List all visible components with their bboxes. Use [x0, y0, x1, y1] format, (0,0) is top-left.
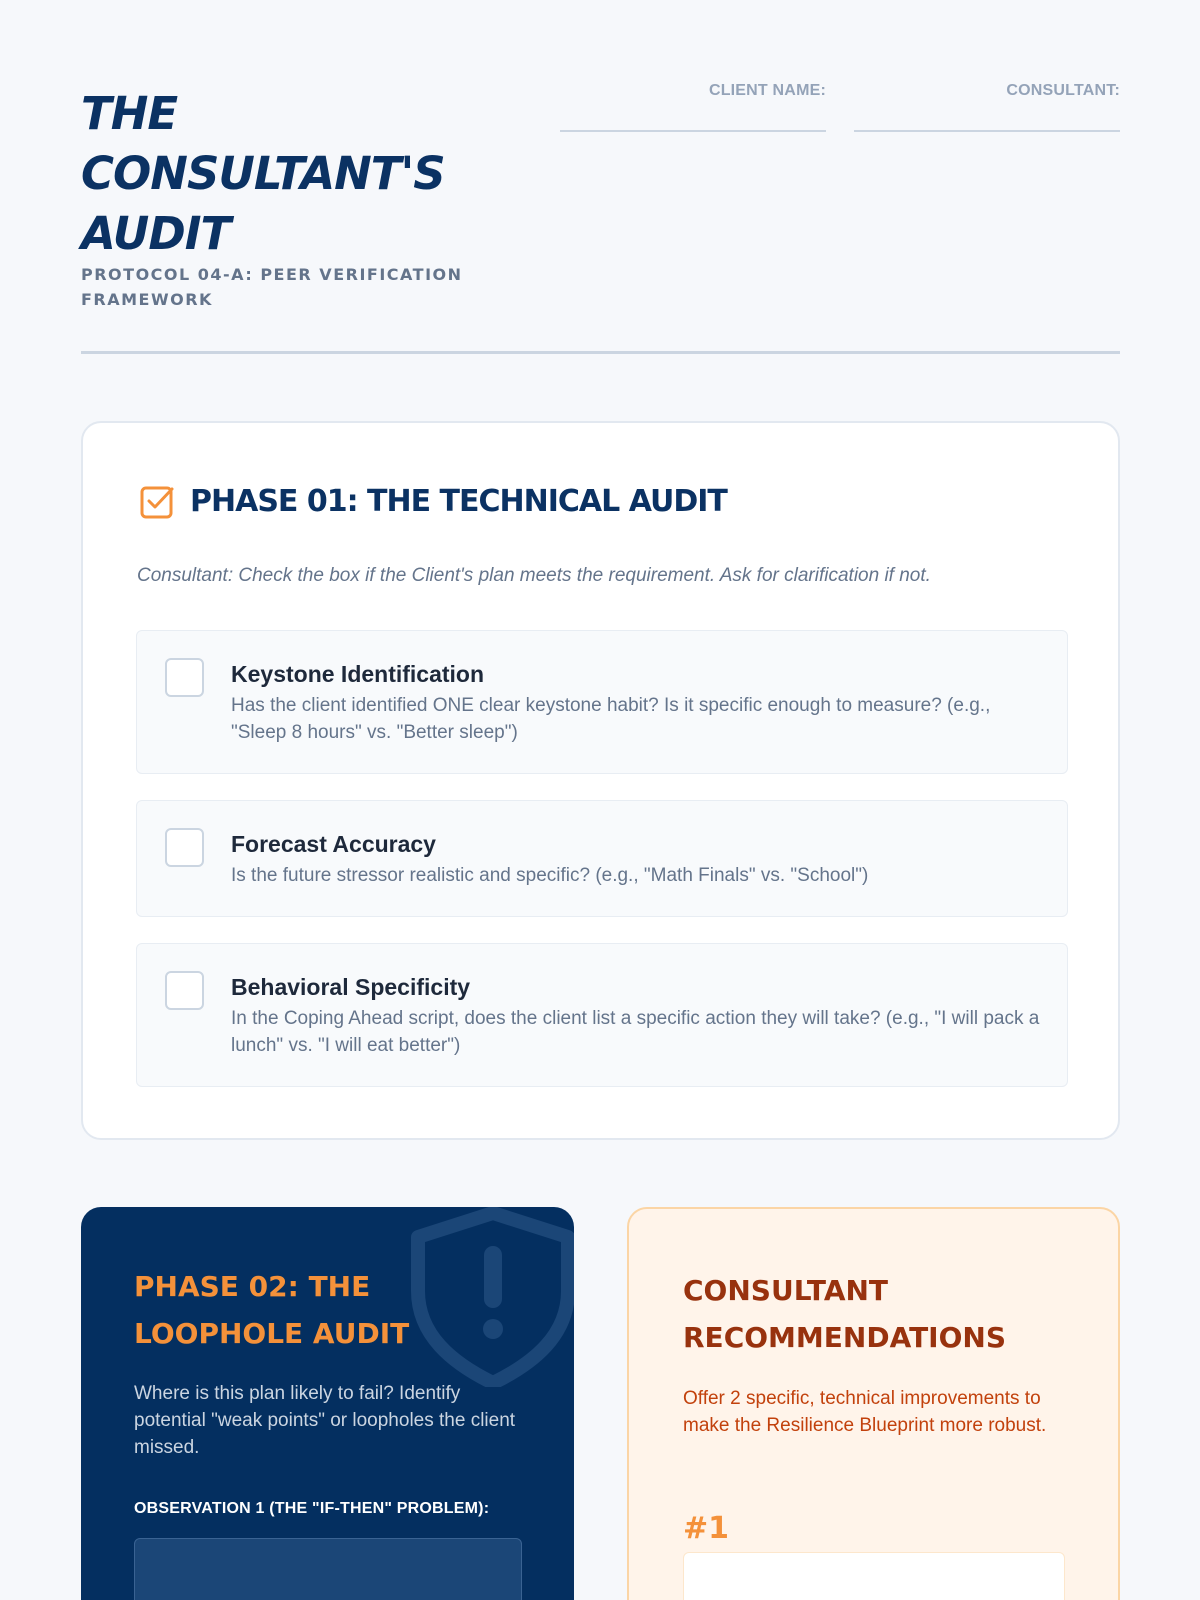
check-description: Is the future stressor realistic and specific? (e.g., "Math Finals" vs. "School")	[231, 865, 869, 886]
check-title: Keystone Identification	[231, 661, 485, 687]
check-description: In the Coping Ahead script, does the client list a specific action they will take? (e.g., "I will pack a lunch" vs. "I will eat better")	[231, 1008, 1040, 1056]
recommendation-input[interactable]	[683, 1552, 1065, 1600]
header	[81, 0, 1120, 354]
loophole-audit-card	[81, 1207, 574, 1600]
check-item-behavioral	[136, 943, 1068, 1087]
consultant-field[interactable]	[854, 82, 1120, 132]
check-item-forecast	[136, 800, 1068, 917]
checkbox-behavioral[interactable]	[165, 971, 204, 1010]
phase1-instruction: Consultant: Check the box if the Client's plan meets the requirement. Ask for clarification if not.	[137, 565, 931, 586]
audit-worksheet	[81, 0, 1120, 1546]
client-name-label: CLIENT NAME:	[708, 82, 826, 99]
check-title: Forecast Accuracy	[231, 831, 436, 857]
check-description: Has the client identified ONE clear keystone habit? Is it specific enough to measure? (e.g., "Sleep 8 hours" vs. "Better sleep")	[231, 695, 991, 743]
observation-label: OBSERVATION 1 (THE "IF-THEN" PROBLEM):	[134, 1500, 490, 1517]
page-title: THE CONSULTANT'S AUDIT	[81, 87, 445, 260]
recommendations-title: CONSULTANT RECOMMENDATIONS	[683, 1274, 1006, 1354]
checkbox-checked-icon	[139, 484, 175, 520]
recommendations-card	[627, 1207, 1120, 1600]
phase1-title: PHASE 01: THE TECHNICAL AUDIT	[190, 484, 727, 519]
check-item-keystone	[136, 630, 1068, 774]
page-subtitle: PROTOCOL 04-A: PEER VERIFICATION FRAMEWORK	[81, 265, 463, 309]
recommendations-description: Offer 2 specific, technical improvements to make the Resilience Blueprint more robust.	[683, 1388, 1047, 1436]
technical-audit-card	[81, 421, 1120, 1140]
recommendation-number: #1	[683, 1511, 730, 1546]
checkbox-keystone[interactable]	[165, 658, 204, 697]
check-title: Behavioral Specificity	[231, 974, 471, 1000]
phase2-title: PHASE 02: THE LOOPHOLE AUDIT	[134, 1270, 410, 1350]
observation-input[interactable]	[134, 1538, 522, 1600]
checkbox-forecast[interactable]	[165, 828, 204, 867]
consultant-label: CONSULTANT:	[1006, 82, 1120, 99]
client-name-field[interactable]	[560, 82, 826, 132]
phase2-description: Where is this plan likely to fail? Identify potential "weak points" or loopholes the client missed.	[134, 1383, 516, 1458]
